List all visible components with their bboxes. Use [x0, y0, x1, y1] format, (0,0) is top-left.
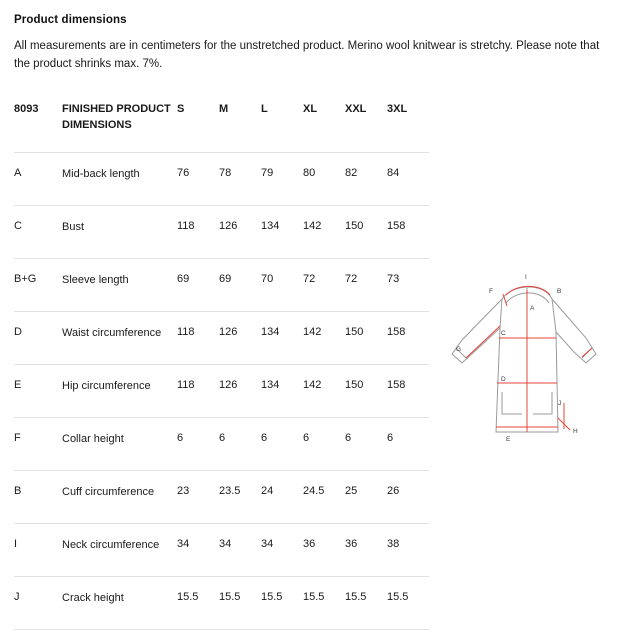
- label-C: C: [501, 330, 506, 337]
- row-value-l: 15.5: [261, 576, 303, 629]
- label-G: G: [456, 346, 462, 353]
- label-D: D: [501, 376, 506, 383]
- row-value-s: 118: [177, 205, 219, 258]
- row-value-3xl: 73: [387, 258, 429, 311]
- header-size-xl: XL: [303, 92, 345, 152]
- label-B: B: [557, 288, 562, 295]
- table-body: [14, 152, 429, 629]
- row-name: Mid-back length: [62, 152, 177, 205]
- row-name: Bust: [62, 205, 177, 258]
- row-name: Waist circumference: [62, 311, 177, 364]
- table-header-row: [14, 92, 429, 152]
- row-value-3xl: 15.5: [387, 576, 429, 629]
- row-code: J: [14, 576, 62, 629]
- row-value-xl: 6: [303, 417, 345, 470]
- row-value-m: 78: [219, 152, 261, 205]
- row-code: D: [14, 311, 62, 364]
- row-value-xl: 142: [303, 311, 345, 364]
- header-size-s: S: [177, 92, 219, 152]
- row-value-xxl: 150: [345, 311, 387, 364]
- row-value-xxl: 36: [345, 523, 387, 576]
- row-value-m: 15.5: [219, 576, 261, 629]
- row-value-s: 118: [177, 364, 219, 417]
- table-row: [14, 152, 429, 205]
- row-value-xl: 36: [303, 523, 345, 576]
- page-title: Product dimensions: [14, 14, 127, 26]
- row-value-s: 69: [177, 258, 219, 311]
- row-value-l: 134: [261, 205, 303, 258]
- row-value-m: 69: [219, 258, 261, 311]
- header-size-3xl: 3XL: [387, 92, 429, 152]
- row-value-s: 118: [177, 311, 219, 364]
- row-value-xl: 72: [303, 258, 345, 311]
- row-value-l: 24: [261, 470, 303, 523]
- row-code: E: [14, 364, 62, 417]
- table-row: [14, 258, 429, 311]
- label-A: A: [530, 305, 535, 312]
- dimensions-table: [14, 92, 429, 630]
- table-row: [14, 364, 429, 417]
- row-value-xxl: 82: [345, 152, 387, 205]
- row-value-3xl: 158: [387, 205, 429, 258]
- row-name: Neck circumference: [62, 523, 177, 576]
- row-name: Hip circumference: [62, 364, 177, 417]
- row-value-l: 134: [261, 311, 303, 364]
- header-size-l: L: [261, 92, 303, 152]
- row-value-l: 34: [261, 523, 303, 576]
- row-name: Cuff circumference: [62, 470, 177, 523]
- row-value-s: 15.5: [177, 576, 219, 629]
- row-value-xxl: 150: [345, 205, 387, 258]
- row-value-3xl: 158: [387, 364, 429, 417]
- row-value-l: 6: [261, 417, 303, 470]
- label-J: J: [558, 400, 562, 407]
- row-value-3xl: 6: [387, 417, 429, 470]
- row-value-3xl: 84: [387, 152, 429, 205]
- table-row: [14, 576, 429, 629]
- table-row: [14, 205, 429, 258]
- row-value-s: 6: [177, 417, 219, 470]
- row-value-m: 126: [219, 205, 261, 258]
- row-value-xl: 15.5: [303, 576, 345, 629]
- row-code: B: [14, 470, 62, 523]
- row-value-m: 23.5: [219, 470, 261, 523]
- label-I: I: [525, 274, 527, 281]
- row-value-xl: 142: [303, 364, 345, 417]
- header-name: FINISHED PRODUCT DIMENSIONS: [62, 92, 177, 152]
- label-H: H: [573, 428, 578, 435]
- row-name: Sleeve length: [62, 258, 177, 311]
- row-value-m: 126: [219, 364, 261, 417]
- row-code: A: [14, 152, 62, 205]
- garment-measurement-diagram: [440, 262, 616, 452]
- row-value-xl: 80: [303, 152, 345, 205]
- row-code: I: [14, 523, 62, 576]
- table-row: [14, 470, 429, 523]
- row-value-m: 34: [219, 523, 261, 576]
- table-row: [14, 523, 429, 576]
- row-value-xl: 142: [303, 205, 345, 258]
- header-code: 8093: [14, 92, 62, 152]
- row-value-xxl: 25: [345, 470, 387, 523]
- row-code: C: [14, 205, 62, 258]
- row-value-m: 6: [219, 417, 261, 470]
- label-F: F: [489, 288, 493, 295]
- row-value-xl: 24.5: [303, 470, 345, 523]
- row-code: B+G: [14, 258, 62, 311]
- table-row: [14, 311, 429, 364]
- row-value-l: 79: [261, 152, 303, 205]
- intro-text: All measurements are in centimeters for the unstretched product. Merino wool knitwear is stretchy. Please note that the product shrinks max. 7%.: [14, 40, 600, 70]
- row-value-3xl: 26: [387, 470, 429, 523]
- row-name: Crack height: [62, 576, 177, 629]
- table-row: [14, 417, 429, 470]
- table-header: [14, 92, 429, 152]
- header-size-m: M: [219, 92, 261, 152]
- row-name: Collar height: [62, 417, 177, 470]
- row-code: F: [14, 417, 62, 470]
- row-value-l: 134: [261, 364, 303, 417]
- row-value-xxl: 150: [345, 364, 387, 417]
- label-E: E: [506, 436, 511, 443]
- row-value-3xl: 38: [387, 523, 429, 576]
- row-value-s: 34: [177, 523, 219, 576]
- row-value-xxl: 6: [345, 417, 387, 470]
- row-value-m: 126: [219, 311, 261, 364]
- row-value-l: 70: [261, 258, 303, 311]
- header-size-xxl: XXL: [345, 92, 387, 152]
- row-value-xxl: 15.5: [345, 576, 387, 629]
- row-value-s: 76: [177, 152, 219, 205]
- row-value-s: 23: [177, 470, 219, 523]
- row-value-3xl: 158: [387, 311, 429, 364]
- row-value-xxl: 72: [345, 258, 387, 311]
